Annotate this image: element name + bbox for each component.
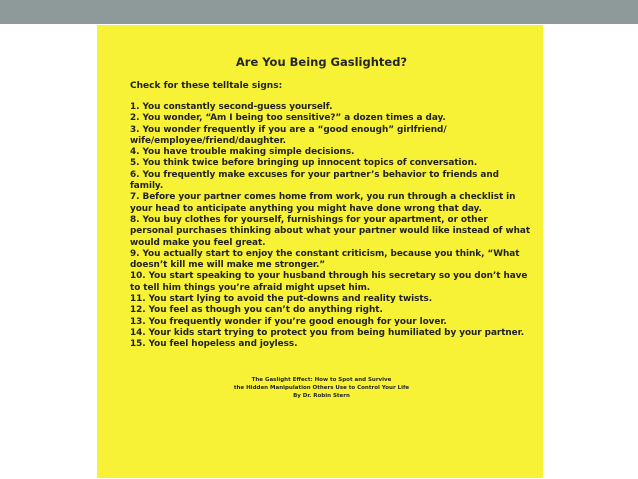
sign-item: 7. Before your partner comes home from work, you run through a checklist in your head to anticipate anything you might have done wrong that day. — [130, 192, 516, 214]
sign-item: 5. You think twice before bringing up innocent topics of conversation. — [130, 158, 478, 169]
sign-item: 4. You have trouble making simple decisions. — [130, 147, 355, 158]
sign-item: 1. You constantly second-guess yourself. — [130, 102, 333, 112]
sign-item: 3. You wonder frequently if you are a “good enough” girlfriend/ wife/employee/friend/daughter. — [130, 124, 447, 146]
credit-line-3: By Dr. Robin Stern — [293, 392, 350, 399]
card-title: Are You Being Gaslighted? — [235, 55, 408, 69]
signs-list — [130, 102, 533, 351]
sign-item: 11. You start lying to avoid the put-downs and reality twists. — [130, 294, 433, 305]
gaslighting-card — [97, 25, 543, 478]
sign-item: 12. You feel as though you can’t do anything right. — [130, 305, 383, 316]
card-intro: Check for these telltale signs: — [130, 81, 283, 91]
sign-item: 6. You frequently make excuses for your partner’s behavior to friends and family. — [130, 169, 499, 192]
sign-item: 14. Your kids start trying to protect you from being humiliated by your partner. — [130, 327, 525, 338]
sign-item: 10. You start speaking to your husband through his secretary so you don’t have to tell him things you’re afraid might upset him. — [130, 271, 528, 293]
sign-item: 2. You wonder, “Am I being too sensitive?” a dozen times a day. — [130, 113, 446, 124]
sign-item: 15. You feel hopeless and joyless. — [130, 339, 298, 350]
sign-item: 9. You actually start to enjoy the constant criticism, because you think, “What doesn’t kill me will make me stronger.” — [130, 248, 520, 271]
book-credit — [130, 376, 533, 400]
top-bar — [0, 0, 638, 24]
credit-line-2: the Hidden Manipulation Others Use to Control Your Life — [233, 384, 410, 391]
credit-line-1: The Gaslight Effect: How to Spot and Survive — [251, 376, 392, 383]
sign-item: 13. You frequently wonder if you’re good enough for your lover. — [130, 316, 447, 327]
sign-item: 8. You buy clothes for yourself, furnishings for your apartment, or other personal purchases thinking about what your partner would like instead of what would make you feel great. — [130, 214, 531, 248]
